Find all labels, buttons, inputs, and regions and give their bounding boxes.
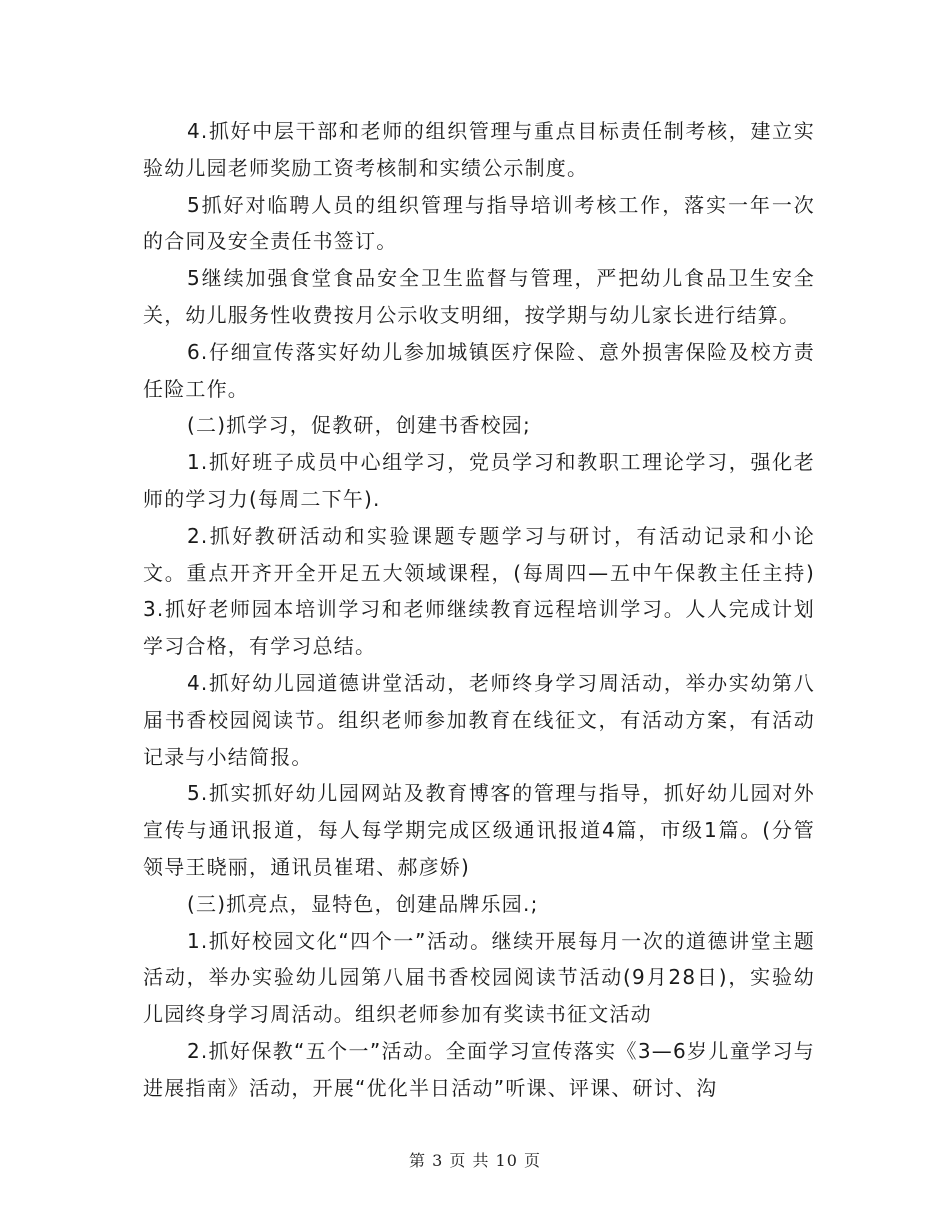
paragraph-6: 1.抓好班子成员中心组学习，党员学习和教职工理论学习，强化老师的学习力(每周二下午). xyxy=(143,450,815,511)
section-heading-2: (二)抓学习，促教研，创建书香校园; xyxy=(187,413,531,438)
paragraph-8: 4.抓好幼儿园道德讲堂活动，老师终身学习周活动，举办实幼第八届书香校园阅读节。组织老师参加教育在线征文，有活动方案，有活动记录与小结简报。 xyxy=(143,670,815,769)
paragraph-4: 6.仔细宣传落实好幼儿参加城镇医疗保险、意外损害保险及校方责任险工作。 xyxy=(143,339,815,401)
paragraph-1: 4.抓好中层干部和老师的组织管理与重点目标责任制考核，建立实验幼儿园老师奖励工资考核制和实绩公示制度。 xyxy=(143,119,815,180)
paragraph-7: 2.抓好教研活动和实验课题专题学习与研讨，有活动记录和小论文。重点开齐开全开足五大领域课程，(每周四—五中午保教主任主持)3.抓好老师园本培训学习和老师继续教育远程培训学习。人人完成计划学习合格，有学习总结。 xyxy=(143,523,815,659)
paragraph-2: 5抓好对临聘人员的组织管理与指导培训考核工作，落实一年一次的合同及安全责任书签订。 xyxy=(143,192,815,254)
paragraph-11: 1.抓好校园文化“四个一”活动。继续开展每月一次的道德讲堂主题活动，举办实验幼儿园第八届书香校园阅读节活动(9月28日)，实验幼儿园终身学习周活动。组织老师参加有奖读书征文活动 xyxy=(143,928,815,1027)
paragraph-12: 2.抓好保教“五个一”活动。全面学习宣传落实《3—6岁儿童学习与进展指南》活动，开展“优化半日活动”听课、评课、研讨、沟 xyxy=(143,1038,815,1100)
document-body xyxy=(143,113,815,1107)
section-heading-3: (三)抓亮点，显特色，创建品牌乐园.; xyxy=(187,891,539,916)
paragraph-9: 5.抓实抓好幼儿园网站及教育博客的管理与指导，抓好幼儿园对外宣传与通讯报道，每人每学期完成区级通讯报道4篇，市级1篇。(分管领导王晓丽，通讯员崔珺、郝彦娇) xyxy=(143,781,815,879)
paragraph-3: 5继续加强食堂食品安全卫生监督与管理，严把幼儿食品卫生安全关，幼儿服务性收费按月公示收支明细，按学期与幼儿家长进行结算。 xyxy=(143,266,815,327)
page-number-footer: 第 3 页 共 10 页 xyxy=(409,1151,541,1170)
